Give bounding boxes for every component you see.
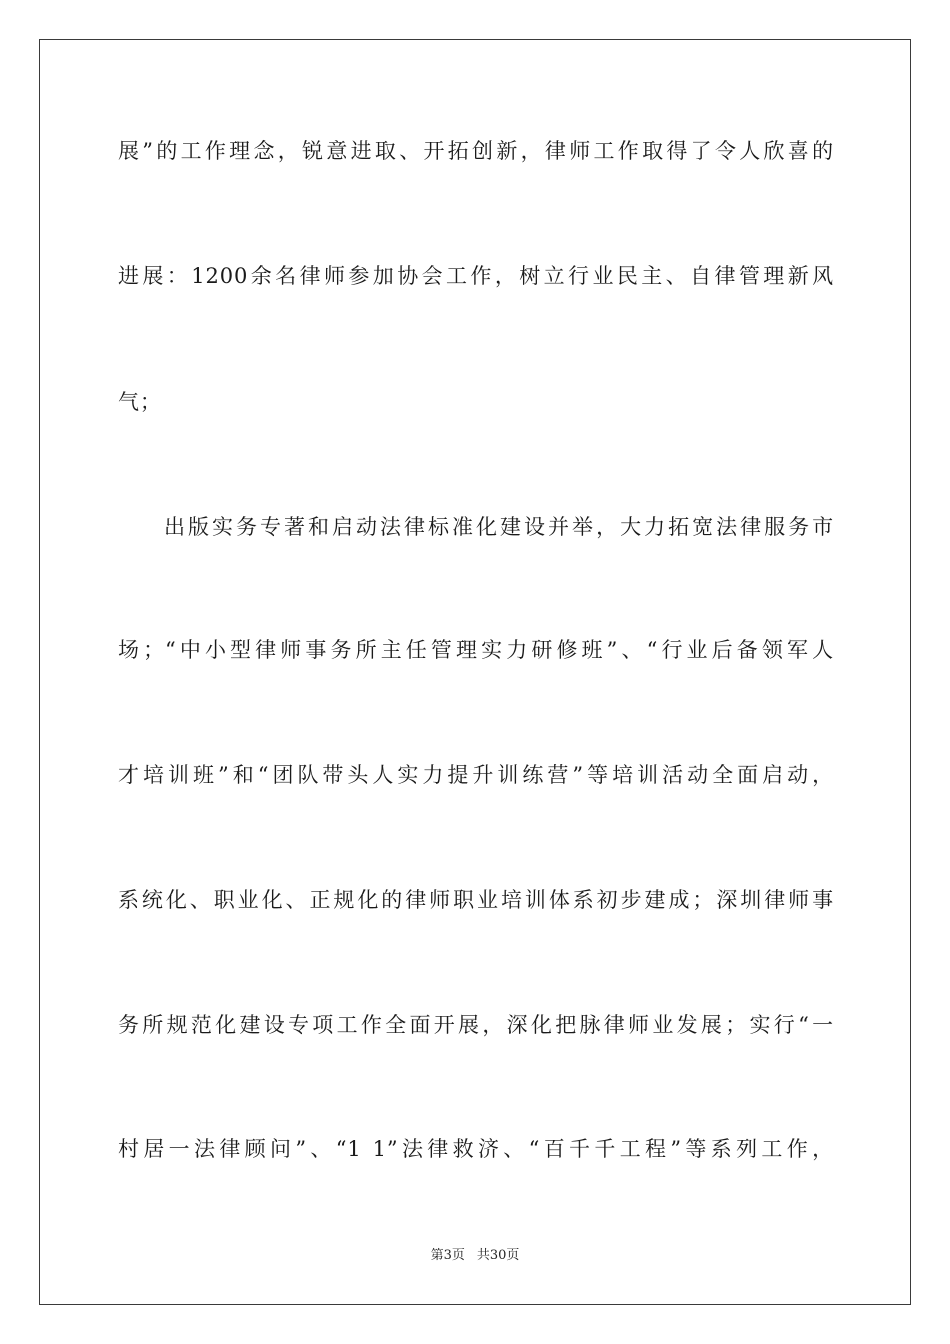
text-line-3: 气； xyxy=(118,390,162,414)
text-line-8: 务所规范化建设专项工作全面开展，深化把脉律师业发展；实行“一 xyxy=(118,1013,834,1037)
text-line-9: 村居一法律顾问”、“1 1”法律救济、“百千千工程”等系列工作， xyxy=(118,1137,834,1161)
page-total: 共30页 xyxy=(476,1248,520,1263)
text-line-7: 系统化、职业化、正规化的律师职业培训体系初步建成；深圳律师事 xyxy=(118,888,834,912)
text-line-1: 展”的工作理念，锐意进取、开拓创新，律师工作取得了令人欣喜的 xyxy=(118,139,834,163)
text-line-2: 进展：1200余名律师参加协会工作，树立行业民主、自律管理新风 xyxy=(118,264,834,288)
page-number: 第3页 xyxy=(430,1248,465,1263)
text-line-4: 出版实务专著和启动法律标准化建设并举，大力拓宽法律服务市 xyxy=(164,515,834,539)
text-line-5: 场；“中小型律师事务所主任管理实力研修班”、“行业后备领军人 xyxy=(118,638,834,662)
page-border xyxy=(39,39,911,1305)
page-footer xyxy=(0,1248,950,1264)
text-line-6: 才培训班”和“团队带头人实力提升训练营”等培训活动全面启动， xyxy=(118,763,834,787)
